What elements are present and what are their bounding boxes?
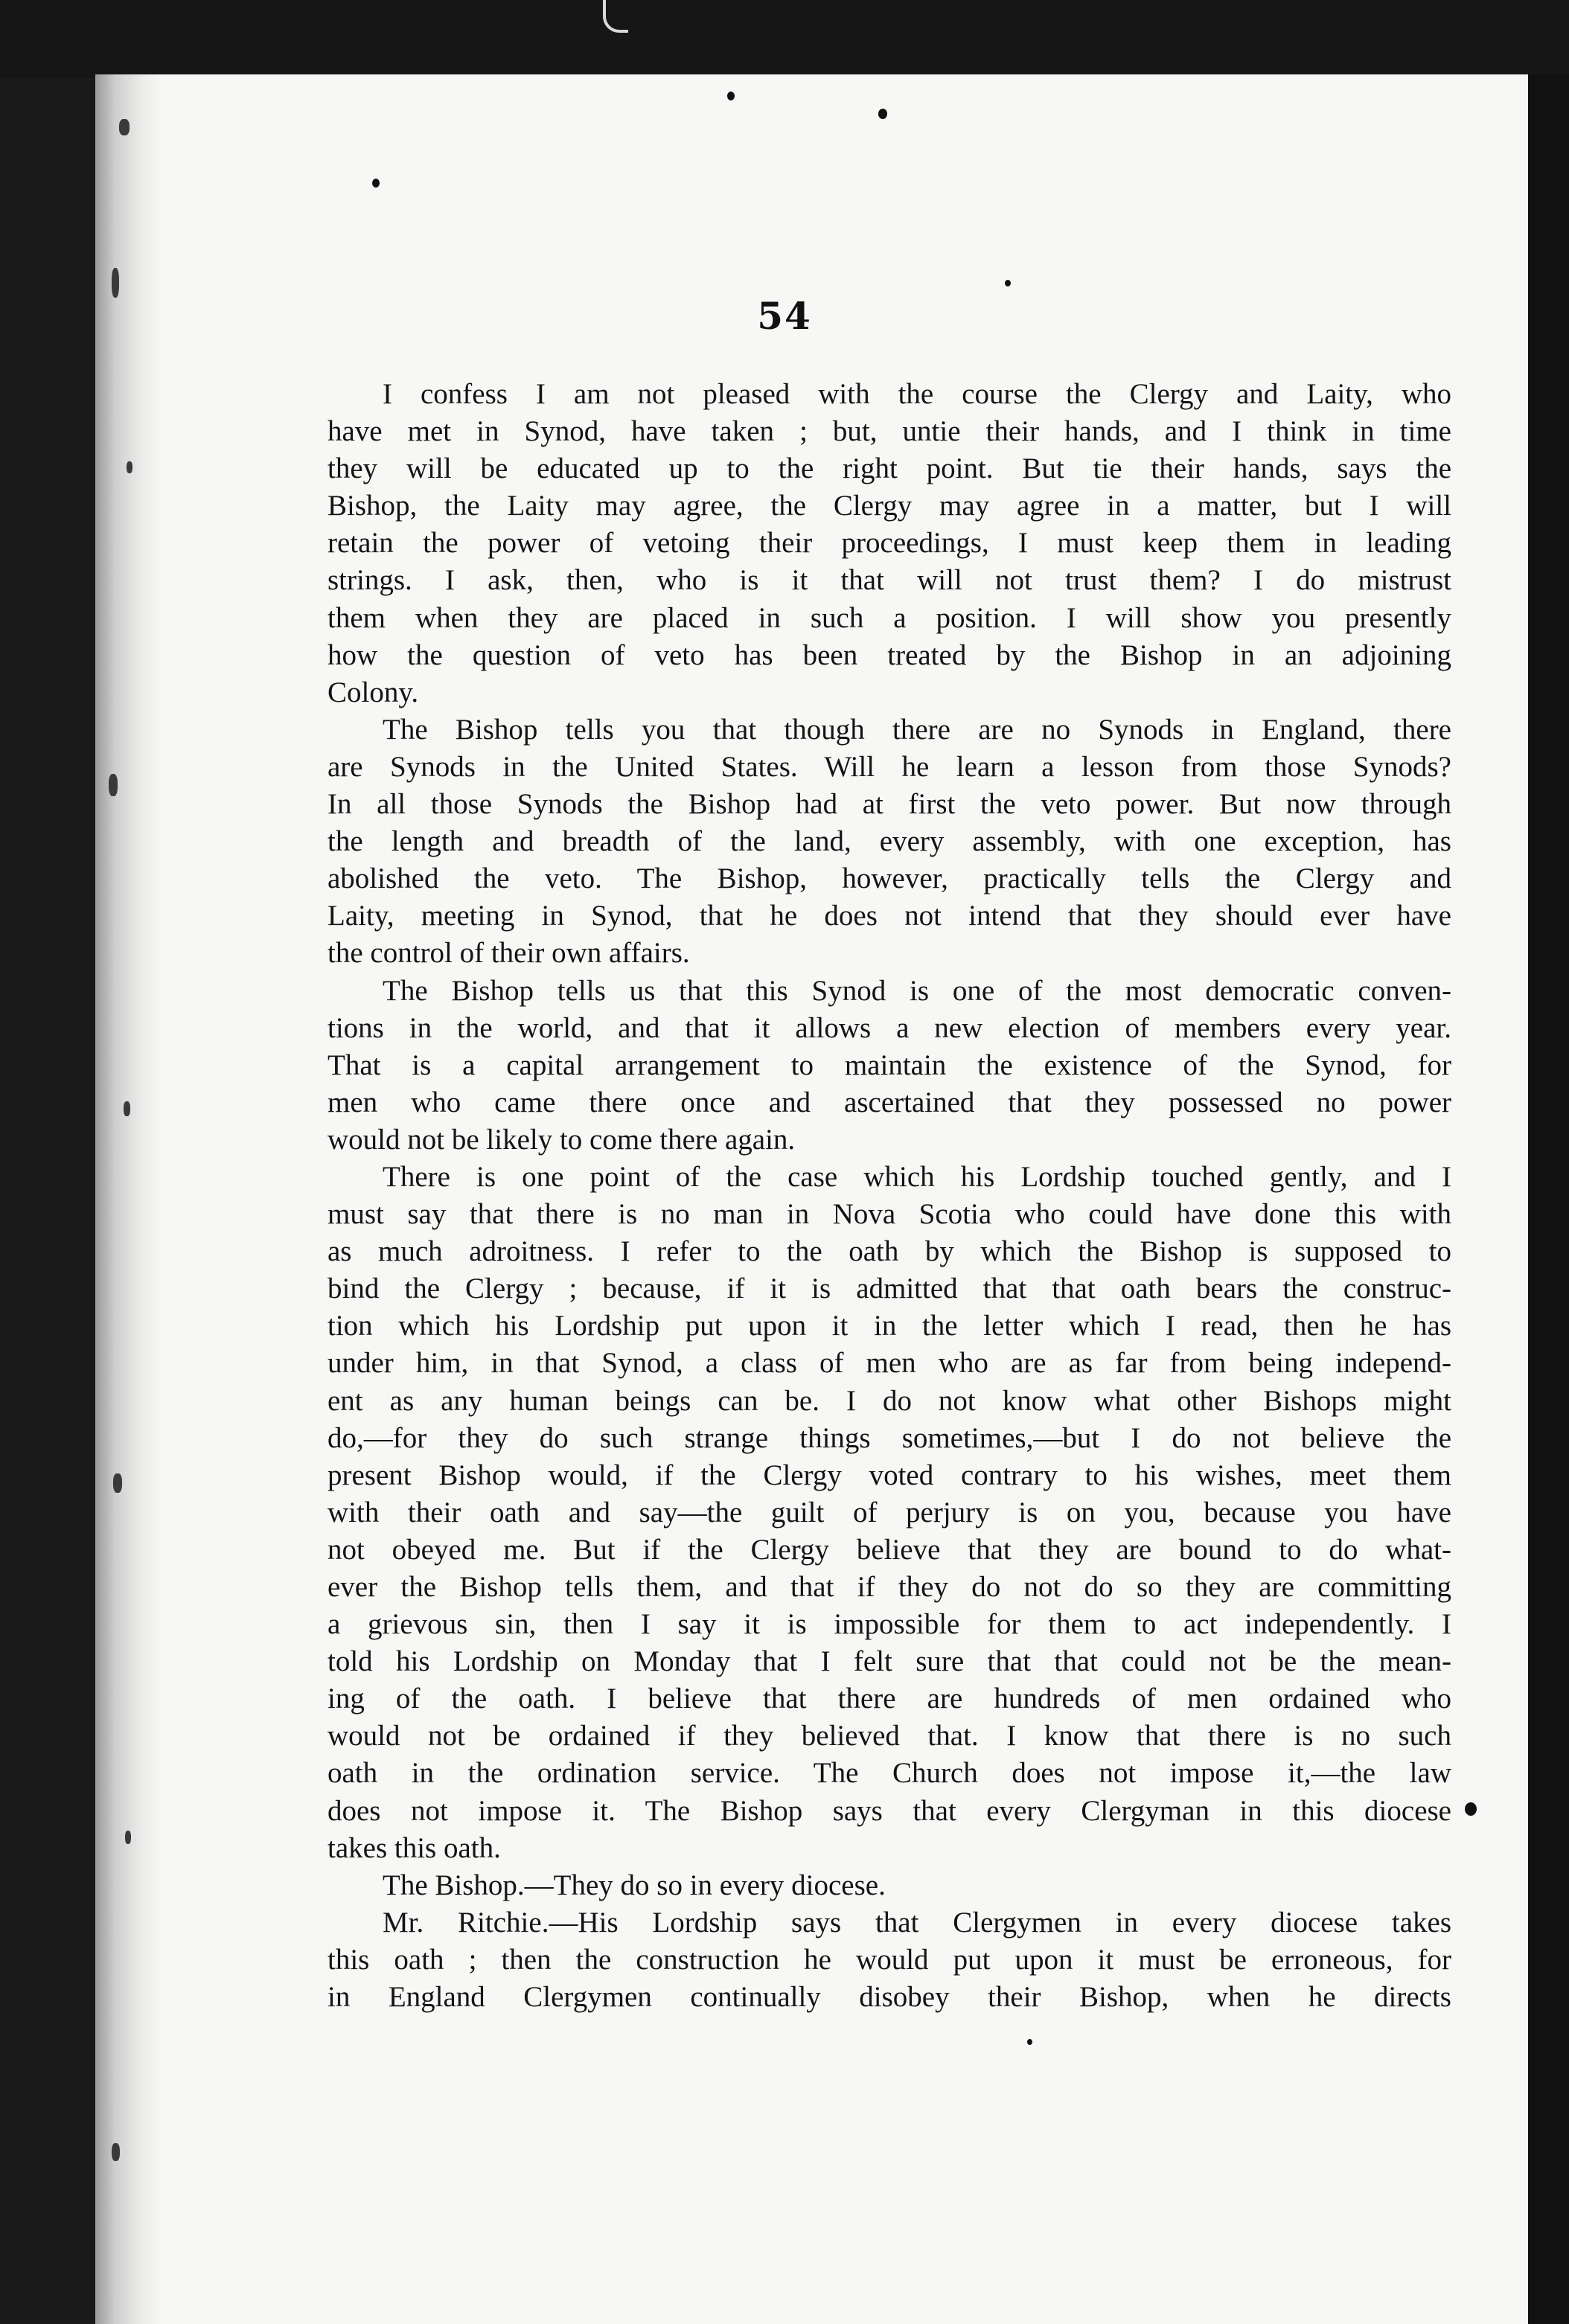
text-line: would not be likely to come there again. <box>327 1123 796 1156</box>
gutter-speck <box>119 119 130 135</box>
text-line: The Bishop tells you that though there are no Synods in England, there <box>383 713 1451 746</box>
text-line: abolished the veto. The Bishop, however, practically tells the Clergy and <box>327 862 1451 895</box>
text-line: Bishop, the Laity may agree, the Clergy may agree in a matter, but I will <box>327 490 1451 522</box>
scan-top-border <box>0 0 1569 78</box>
text-line: bind the Clergy ; because, if it is admitted that that oath bears the construc- <box>327 1273 1451 1305</box>
text-line: the control of their own affairs. <box>327 937 690 970</box>
gutter-speck <box>127 461 132 473</box>
gutter-speck <box>112 2143 120 2161</box>
text-line: tion which his Lordship put upon it in the letter which I read, then he has <box>327 1310 1451 1342</box>
text-line: strings. I ask, then, who is it that will not trust them? I do mistrust <box>327 564 1451 597</box>
text-line: takes this oath. <box>327 1831 501 1864</box>
text-line: retain the power of vetoing their proceedings, I must keep them in leading <box>327 527 1451 560</box>
text-line: with their oath and say—the guilt of perjury is on you, because you have <box>327 1496 1451 1528</box>
text-line: the length and breadth of the land, every assembly, with one exception, has <box>327 825 1451 858</box>
text-line: present Bishop would, if the Clergy voted contrary to his wishes, meet them <box>327 1459 1451 1491</box>
text-line: a grievous sin, then I say it is impossible for them to act independently. I <box>327 1608 1451 1641</box>
page-number: 54 <box>757 294 812 338</box>
gutter-speck <box>124 1101 130 1116</box>
body-text <box>327 376 1451 2016</box>
text-line: not obeyed me. But if the Clergy believe that they are bound to do what- <box>327 1533 1451 1566</box>
text-line: are Synods in the United States. Will he learn a lesson from those Synods? <box>327 750 1451 783</box>
print-speck <box>1465 1802 1477 1816</box>
text-line: under him, in that Synod, a class of men who are as far from being independ- <box>327 1347 1451 1380</box>
text-line: Laity, meeting in Synod, that he does not intend that they should ever have <box>327 900 1451 932</box>
text-line: they will be educated up to the right point. But tie their hands, says the <box>327 452 1451 485</box>
text-line: have met in Synod, have taken ; but, untie their hands, and I think in time <box>327 415 1451 448</box>
print-speck <box>878 109 887 119</box>
text-line: men who came there once and ascertained that they possessed no power <box>327 1086 1451 1118</box>
text-line: must say that there is no man in Nova Scotia who could have done this with <box>327 1198 1451 1231</box>
text-line: oath in the ordination service. The Church does not impose it,—the law <box>327 1757 1451 1790</box>
text-line: Mr. Ritchie.—His Lordship says that Clergymen in every diocese takes <box>383 1906 1451 1939</box>
gutter-speck <box>125 1831 131 1844</box>
text-line: in England Clergymen continually disobey their Bishop, when he directs <box>327 1981 1451 2014</box>
text-line: told his Lordship on Monday that I felt sure that that could not be the mean- <box>327 1645 1451 1678</box>
gutter-speck <box>109 774 118 796</box>
text-line: Colony. <box>327 676 419 708</box>
text-line: do,—for they do such strange things sometimes,—but I do not believe the <box>327 1421 1451 1454</box>
text-line: ent as any human beings can be. I do not know what other Bishops might <box>327 1384 1451 1417</box>
print-speck <box>372 179 380 188</box>
text-line: There is one point of the case which his Lordship touched gently, and I <box>383 1160 1451 1193</box>
text-line: as much adroitness. I refer to the oath by which the Bishop is supposed to <box>327 1235 1451 1268</box>
text-line: them when they are placed in such a position. I will show you presently <box>327 601 1451 634</box>
text-line: tions in the world, and that it allows a new election of members every year. <box>327 1011 1451 1044</box>
print-speck <box>1027 2039 1032 2045</box>
gutter-speck <box>113 1473 122 1493</box>
text-line: this oath ; then the construction he would put upon it must be erroneous, for <box>327 1943 1451 1976</box>
text-line: The Bishop tells us that this Synod is one of the most democratic conven- <box>383 974 1451 1007</box>
text-line: The Bishop.—They do so in every diocese. <box>383 1869 886 1901</box>
page-gutter-shadow <box>95 74 162 2324</box>
text-line: ever the Bishop tells them, and that if they do not do so they are committing <box>327 1571 1451 1603</box>
print-speck <box>727 92 735 100</box>
text-line: In all those Synods the Bishop had at first the veto power. But now through <box>327 788 1451 821</box>
gutter-speck <box>112 268 119 298</box>
text-line: ing of the oath. I believe that there are hundreds of men ordained who <box>327 1683 1451 1715</box>
print-speck <box>1005 280 1011 287</box>
text-line: would not be ordained if they believed that. I know that there is no such <box>327 1720 1451 1752</box>
text-line: how the question of veto has been treated by the Bishop in an adjoining <box>327 638 1451 671</box>
text-line: I confess I am not pleased with the course the Clergy and Laity, who <box>383 378 1451 410</box>
scan-right-border <box>1528 74 1569 2324</box>
text-line: That is a capital arrangement to maintain the existence of the Synod, for <box>327 1049 1451 1081</box>
text-line: does not impose it. The Bishop says that every Clergyman in this diocese <box>327 1794 1451 1827</box>
